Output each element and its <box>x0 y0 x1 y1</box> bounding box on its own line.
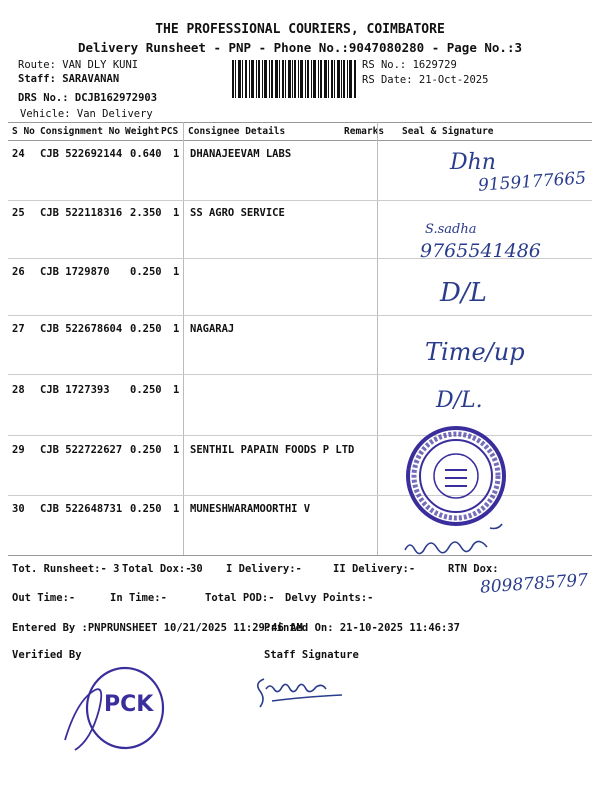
rtn-dox-label: RTN Dox: <box>448 563 499 575</box>
handwritten-remark: D/L. <box>436 388 483 413</box>
row-weight: 0.250 <box>130 384 162 396</box>
printed-on: Printed On: 21-10-2025 11:46:37 <box>264 622 460 634</box>
row-sno: 25 <box>12 207 25 219</box>
drs-number: DRS No.: DCJB162972903 <box>18 92 158 104</box>
rs-date: RS Date: 21-Oct-2025 <box>362 74 489 86</box>
table-header-rule <box>8 140 592 141</box>
row-divider <box>8 315 592 316</box>
row-divider <box>8 200 592 201</box>
row-consignee: MUNESHWARAMOORTHI V <box>190 503 311 515</box>
pck-stamp-text: PCK <box>104 692 154 717</box>
handwritten-remark: Time/up <box>425 338 525 366</box>
document-subtitle: Delivery Runsheet - PNP - Phone No.:9047080280 - Page No.:3 <box>77 40 522 55</box>
row-consignment: CJB 522648731 <box>40 503 123 515</box>
handwritten-phone: 8098785797 <box>479 570 589 598</box>
col-header-sno: S No <box>12 126 35 137</box>
row-weight: 2.350 <box>130 207 162 219</box>
row-pcs: 1 <box>173 323 180 335</box>
row-sno: 30 <box>12 503 25 515</box>
row-sno: 27 <box>12 323 25 335</box>
staff-signature-label: Staff Signature <box>264 649 359 661</box>
document-title: THE PROFESSIONAL COURIERS, COIMBATORE <box>155 22 445 37</box>
pck-stamp <box>60 660 170 760</box>
row-pcs: 1 <box>173 503 180 515</box>
row-divider <box>8 258 592 259</box>
row-weight: 0.250 <box>130 503 162 515</box>
row-sno: 29 <box>12 444 25 456</box>
row-pcs: 1 <box>173 148 180 160</box>
row-consignee: NAGARAJ <box>190 323 235 335</box>
total-dox-count: 30 <box>190 563 203 575</box>
row-weight: 0.640 <box>130 148 162 160</box>
row-pcs: 1 <box>173 266 180 278</box>
staff-signature <box>250 665 360 715</box>
barcode-image <box>232 60 356 98</box>
out-time-label: Out Time:- <box>12 592 76 604</box>
total-pod-label: Total POD:- <box>205 592 275 604</box>
table-top-rule <box>8 122 592 123</box>
in-time-label: In Time:- <box>110 592 167 604</box>
row-weight: 0.250 <box>130 444 162 456</box>
row-sno: 28 <box>12 384 25 396</box>
entered-by: Entered By :PNPRUNSHEET 10/21/2025 11:29:46 AM <box>12 622 303 634</box>
handwritten-remark: S.sadha <box>425 222 477 237</box>
route-label: Route: VAN DLY KUNI <box>18 59 139 71</box>
column-divider <box>377 122 378 555</box>
row-consignment: CJB 522678604 <box>40 323 123 335</box>
handwritten-phone: 9765541486 <box>420 240 541 262</box>
table-bottom-rule <box>8 555 592 556</box>
col-header-consignment: Consignment No <box>40 126 121 137</box>
row-pcs: 1 <box>173 207 180 219</box>
rs-number: RS No.: 1629729 <box>362 59 457 71</box>
verified-by-label: Verified By <box>12 649 82 661</box>
seal-stamp <box>405 425 507 527</box>
col-header-consignee: Consignee Details <box>188 126 286 137</box>
row-pcs: 1 <box>173 444 180 456</box>
vehicle-label: Vehicle: Van Delivery <box>20 108 153 120</box>
col-header-weight: Weight <box>125 126 160 137</box>
i-delivery-label: I Delivery:- <box>226 563 302 575</box>
col-header-pcs: PCS <box>161 126 179 137</box>
row-consignee: DHANAJEEVAM LABS <box>190 148 292 160</box>
handwritten-remark: D/L <box>440 278 487 308</box>
row-sno: 26 <box>12 266 25 278</box>
column-divider <box>183 122 184 555</box>
staff-label: Staff: SARAVANAN <box>18 73 120 85</box>
handwritten-remark: Dhn <box>450 150 496 175</box>
row-consignment: CJB 522722627 <box>40 444 123 456</box>
total-runsheet: Tot. Runsheet:- 3 <box>12 563 120 575</box>
row-pcs: 1 <box>173 384 180 396</box>
row-sno: 24 <box>12 148 25 160</box>
ii-delivery-label: II Delivery:- <box>333 563 416 575</box>
row-weight: 0.250 <box>130 266 162 278</box>
row-consignment: CJB 522692144 <box>40 148 123 160</box>
handwritten-phone: 9159177665 <box>477 168 587 196</box>
row-consignee: SENTHIL PAPAIN FOODS P LTD <box>190 444 355 456</box>
row-divider <box>8 374 592 375</box>
delivery-points-label: Delvy Points:- <box>285 592 374 604</box>
col-header-remarks: Remarks <box>344 126 385 137</box>
row-weight: 0.250 <box>130 323 162 335</box>
total-dox-label: Total Dox:- <box>122 563 192 575</box>
row-consignment: CJB 522118316 <box>40 207 123 219</box>
col-header-seal: Seal & Signature <box>402 126 494 137</box>
row-consignment: CJB 1729870 <box>40 266 110 278</box>
row-consignee: SS AGRO SERVICE <box>190 207 285 219</box>
row-consignment: CJB 1727393 <box>40 384 110 396</box>
